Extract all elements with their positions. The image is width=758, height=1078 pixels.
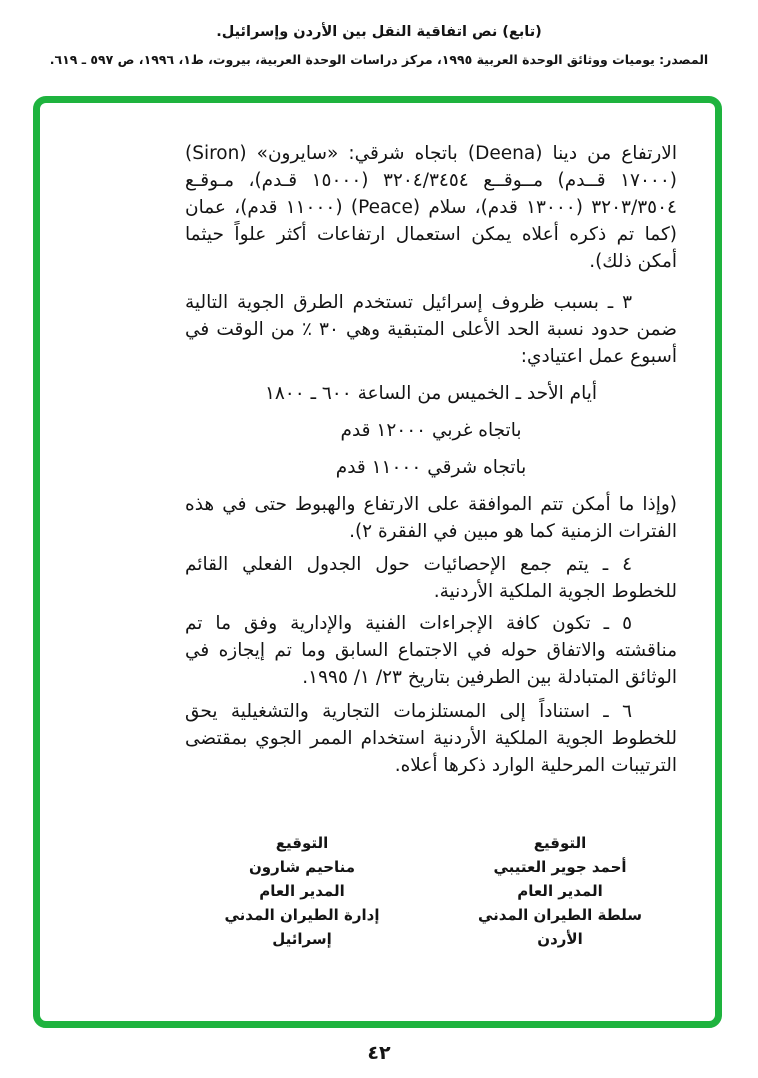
clause-3: ٣ ـ بسبب ظروف إسرائيل تستخدم الطرق الجوية التالية ضمن حدود نسبة الحد الأعلى المتبقية وهي ٣٠ ٪ من الوقت في أسبوع عمل اعتيادي: xyxy=(185,292,677,367)
signatory-title-israel: المدير العام xyxy=(259,882,345,900)
signatory-country-jordan: الأردن xyxy=(537,930,583,948)
document-title: (تابع) نص اتفاقية النقل بين الأردن وإسرائيل. xyxy=(216,24,542,40)
clause-5: ٥ ـ تكون كافة الإجراءات الفنية والإدارية وفق ما تم مناقشته والاتفاق حوله في الاجتماع السابق وما تم إيجازه في الوثائق المتبادلة بين الطرفين بتاريخ ٢٣/ ١/ ١٩٩٥. xyxy=(185,613,677,688)
signature-label-jordan: التوقيع xyxy=(533,834,587,852)
schedule-line-eastbound: باتجاه شرقي ١١٠٠٠ قدم xyxy=(335,457,527,478)
signature-label-israel: التوقيع xyxy=(275,834,329,852)
schedule-line-days: أيام الأحد ـ الخميس من الساعة ٦٠٠ ـ ١٨٠٠ xyxy=(264,383,598,404)
clause-6: ٦ ـ استناداً إلى المستلزمات التجارية والتشغيلية يحق للخطوط الجوية الملكية الأردنية استخدام الممر الجوي بمقتضى الترتيبات المرحلية الوارد ذكرها أعلاه. xyxy=(185,701,677,776)
signatory-organization-israel: إدارة الطيران المدني xyxy=(224,906,380,924)
paragraph-continuation: الارتفاع من دينا (Deena) باتجاه شرقي: «سايرون» (Siron) (١٧٠٠٠ قــدم) مــوقــع ٣٢٠٤/٣٤٥٤ (١٥٠٠٠ قـدم)، مـوقـع ٣٢٠٣/٣٥٠٤ (١٣٠٠٠ قدم)، سلام (Peace) (١١٠٠٠ قدم)، عمان (كما تم ذكره أعلاه يمكن استعمال ارتفاعات أكثر علواً حيثما أمكن ذلك). xyxy=(185,143,678,272)
document-body xyxy=(185,140,677,779)
clause-4: ٤ ـ يتم جمع الإحصائيات حول الجدول الفعلي القائم للخطوط الجوية الملكية الأردنية. xyxy=(185,554,677,602)
signatory-country-israel: إسرائيل xyxy=(272,930,332,948)
signatory-name-israel: مناحيم شارون xyxy=(248,858,356,876)
signature-column-jordan xyxy=(445,831,675,951)
signature-column-israel xyxy=(222,831,382,951)
schedule-line-westbound: باتجاه غربي ١٢٠٠٠ قدم xyxy=(340,420,522,441)
document-source-line: المصدر: يوميات ووثائق الوحدة العربية ١٩٩٥، مركز دراسات الوحدة العربية، بيروت، ط١، ١٩٩٦، ص ٥٩٧ ـ ٦١٩. xyxy=(49,52,709,67)
page-header xyxy=(0,22,758,69)
parenthetical-note: (وإذا ما أمكن تتم الموافقة على الارتفاع والهبوط حتى في هذه الفترات الزمنية كما هو مبين في الفقرة ٢). xyxy=(185,494,677,542)
signatory-title-jordan: المدير العام xyxy=(517,882,603,900)
signatory-organization-jordan: سلطة الطيران المدني xyxy=(477,906,643,924)
signatory-name-jordan: أحمد جوير العتيبي xyxy=(493,858,627,876)
page-number: ٤٢ xyxy=(367,1042,391,1064)
